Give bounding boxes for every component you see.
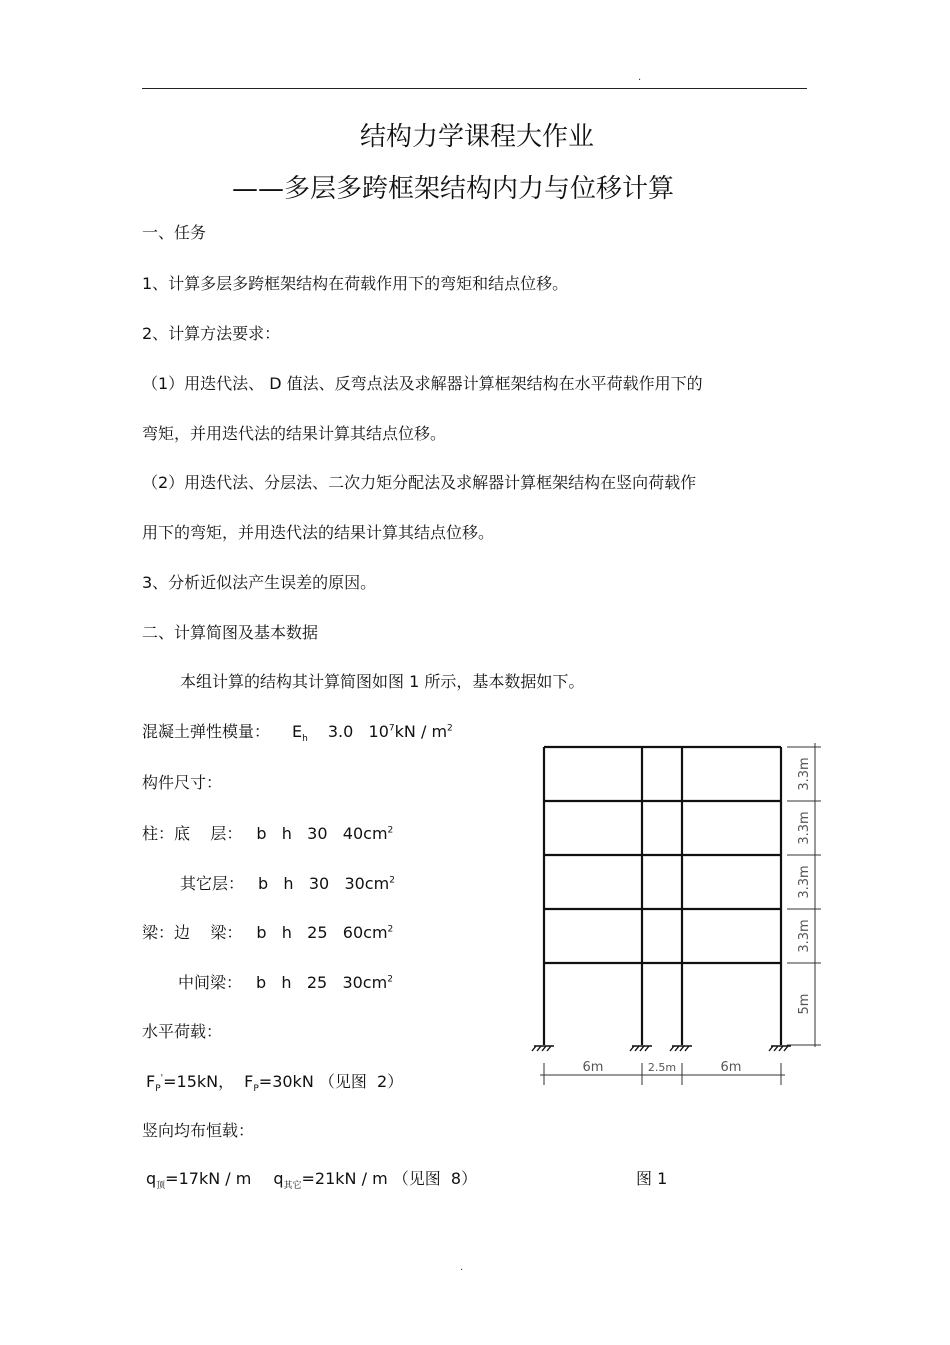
q-top-sub: 顶 [156, 1181, 166, 1192]
q-top-value: =17kN / m [165, 1169, 252, 1188]
header-rule [142, 88, 807, 89]
dim-label-right-2: 3.3m [797, 811, 812, 845]
dim-label-right-1: 3.3m [797, 757, 812, 791]
beam-mid-line [178, 970, 393, 993]
modulus-label: 混凝土弹性模量： [142, 722, 271, 741]
section2-heading: 二、计算简图及基本数据 [142, 623, 319, 642]
dim-label-bottom-1: 6m [582, 1060, 604, 1075]
fixed-supports [532, 1046, 791, 1051]
dim-label-right-5: 5m [797, 993, 812, 1015]
fp2-symbol: F [244, 1072, 254, 1091]
q-other-symbol: q [273, 1169, 284, 1188]
task-sub2-line1: （2）用迭代法、分层法、二次力矩分配法及求解器计算框架结构在竖向荷载作 [142, 473, 697, 492]
col-other-label: 其它层： [180, 874, 245, 893]
header-dot: . [638, 72, 642, 83]
modulus-sub: h [302, 734, 308, 745]
col-bottom-line [142, 821, 393, 844]
modulus-unit: kN / m [394, 722, 448, 741]
beam-mid-label: 中间梁： [178, 973, 243, 992]
doc-title: 结构力学课程大作业 [360, 122, 595, 152]
modulus-value: 3.0 10 [327, 722, 389, 741]
modulus-symbol: E [292, 722, 303, 741]
beam-edge-exp: 2 [387, 924, 394, 935]
doc-subtitle: ——多层多跨框架结构内力与位移计算 [232, 174, 675, 204]
section1-heading: 一、任务 [142, 223, 207, 242]
fp2-sub: P [253, 1084, 259, 1095]
dim-label-right-4: 3.3m [797, 919, 812, 953]
dim-label-bottom-3: 6m [720, 1060, 742, 1075]
modulus-line [142, 719, 453, 745]
dim-label-right-3: 3.3m [797, 865, 812, 899]
col-bottom-value: b h 30 40cm [256, 824, 388, 843]
vertical-load-label: 竖向均布恒载： [142, 1121, 255, 1140]
task-sub1-line1: （1）用迭代法、 D 值法、反弯点法及求解器计算框架结构在水平荷载作用下的 [142, 374, 703, 393]
section2-intro: 本组计算的结构其计算简图如图 1 所示，基本数据如下。 [180, 672, 585, 691]
col-bottom-label: 柱：底 层： [142, 824, 243, 843]
fp1-symbol: F [146, 1072, 156, 1091]
beam-mid-exp: 2 [387, 974, 393, 985]
col-other-line [180, 871, 395, 894]
fp-line [146, 1069, 404, 1095]
dim-label-bottom-2: 2.5m [647, 1061, 677, 1074]
fp1-value: =15kN， [163, 1072, 235, 1091]
frame-diagram [525, 735, 825, 1090]
task-item-2: 2、计算方法要求： [142, 324, 281, 343]
col-other-value: b h 30 30cm [258, 874, 390, 893]
task-sub2-line2: 用下的弯矩，并用迭代法的结果计算其结点位移。 [142, 523, 495, 542]
modulus-unit-exp: 2 [447, 723, 453, 734]
task-item-1: 1、计算多层多跨框架结构在荷载作用下的弯矩和结点位移。 [142, 274, 569, 293]
horizontal-load-label: 水平荷载： [142, 1022, 223, 1041]
member-size-label: 构件尺寸： [142, 773, 223, 792]
modulus-exp: 7 [388, 723, 395, 734]
q-other-value: =21kN / m （见图 8） [301, 1169, 478, 1188]
fp1-sub: P [155, 1084, 161, 1095]
task-item-3: 3、分析近似法产生误差的原因。 [142, 573, 377, 592]
q-top-symbol: q [146, 1169, 157, 1188]
beam-edge-line [142, 920, 393, 943]
col-other-exp: 2 [389, 875, 395, 886]
footer-dot: . [460, 1262, 464, 1273]
q-line [146, 1166, 478, 1192]
beam-mid-value: b h 25 30cm [256, 973, 388, 992]
figure-caption: 图 1 [636, 1169, 668, 1188]
task-sub1-line2: 弯矩，并用迭代法的结果计算其结点位移。 [142, 424, 447, 443]
col-bottom-exp: 2 [387, 825, 394, 836]
beam-edge-label: 梁：边 梁： [142, 923, 243, 942]
beam-edge-value: b h 25 60cm [256, 923, 388, 942]
fp2-value: =30kN （见图 2） [258, 1072, 404, 1091]
q-other-sub: 其它 [283, 1181, 302, 1192]
fp1-sup: ' [160, 1073, 164, 1084]
